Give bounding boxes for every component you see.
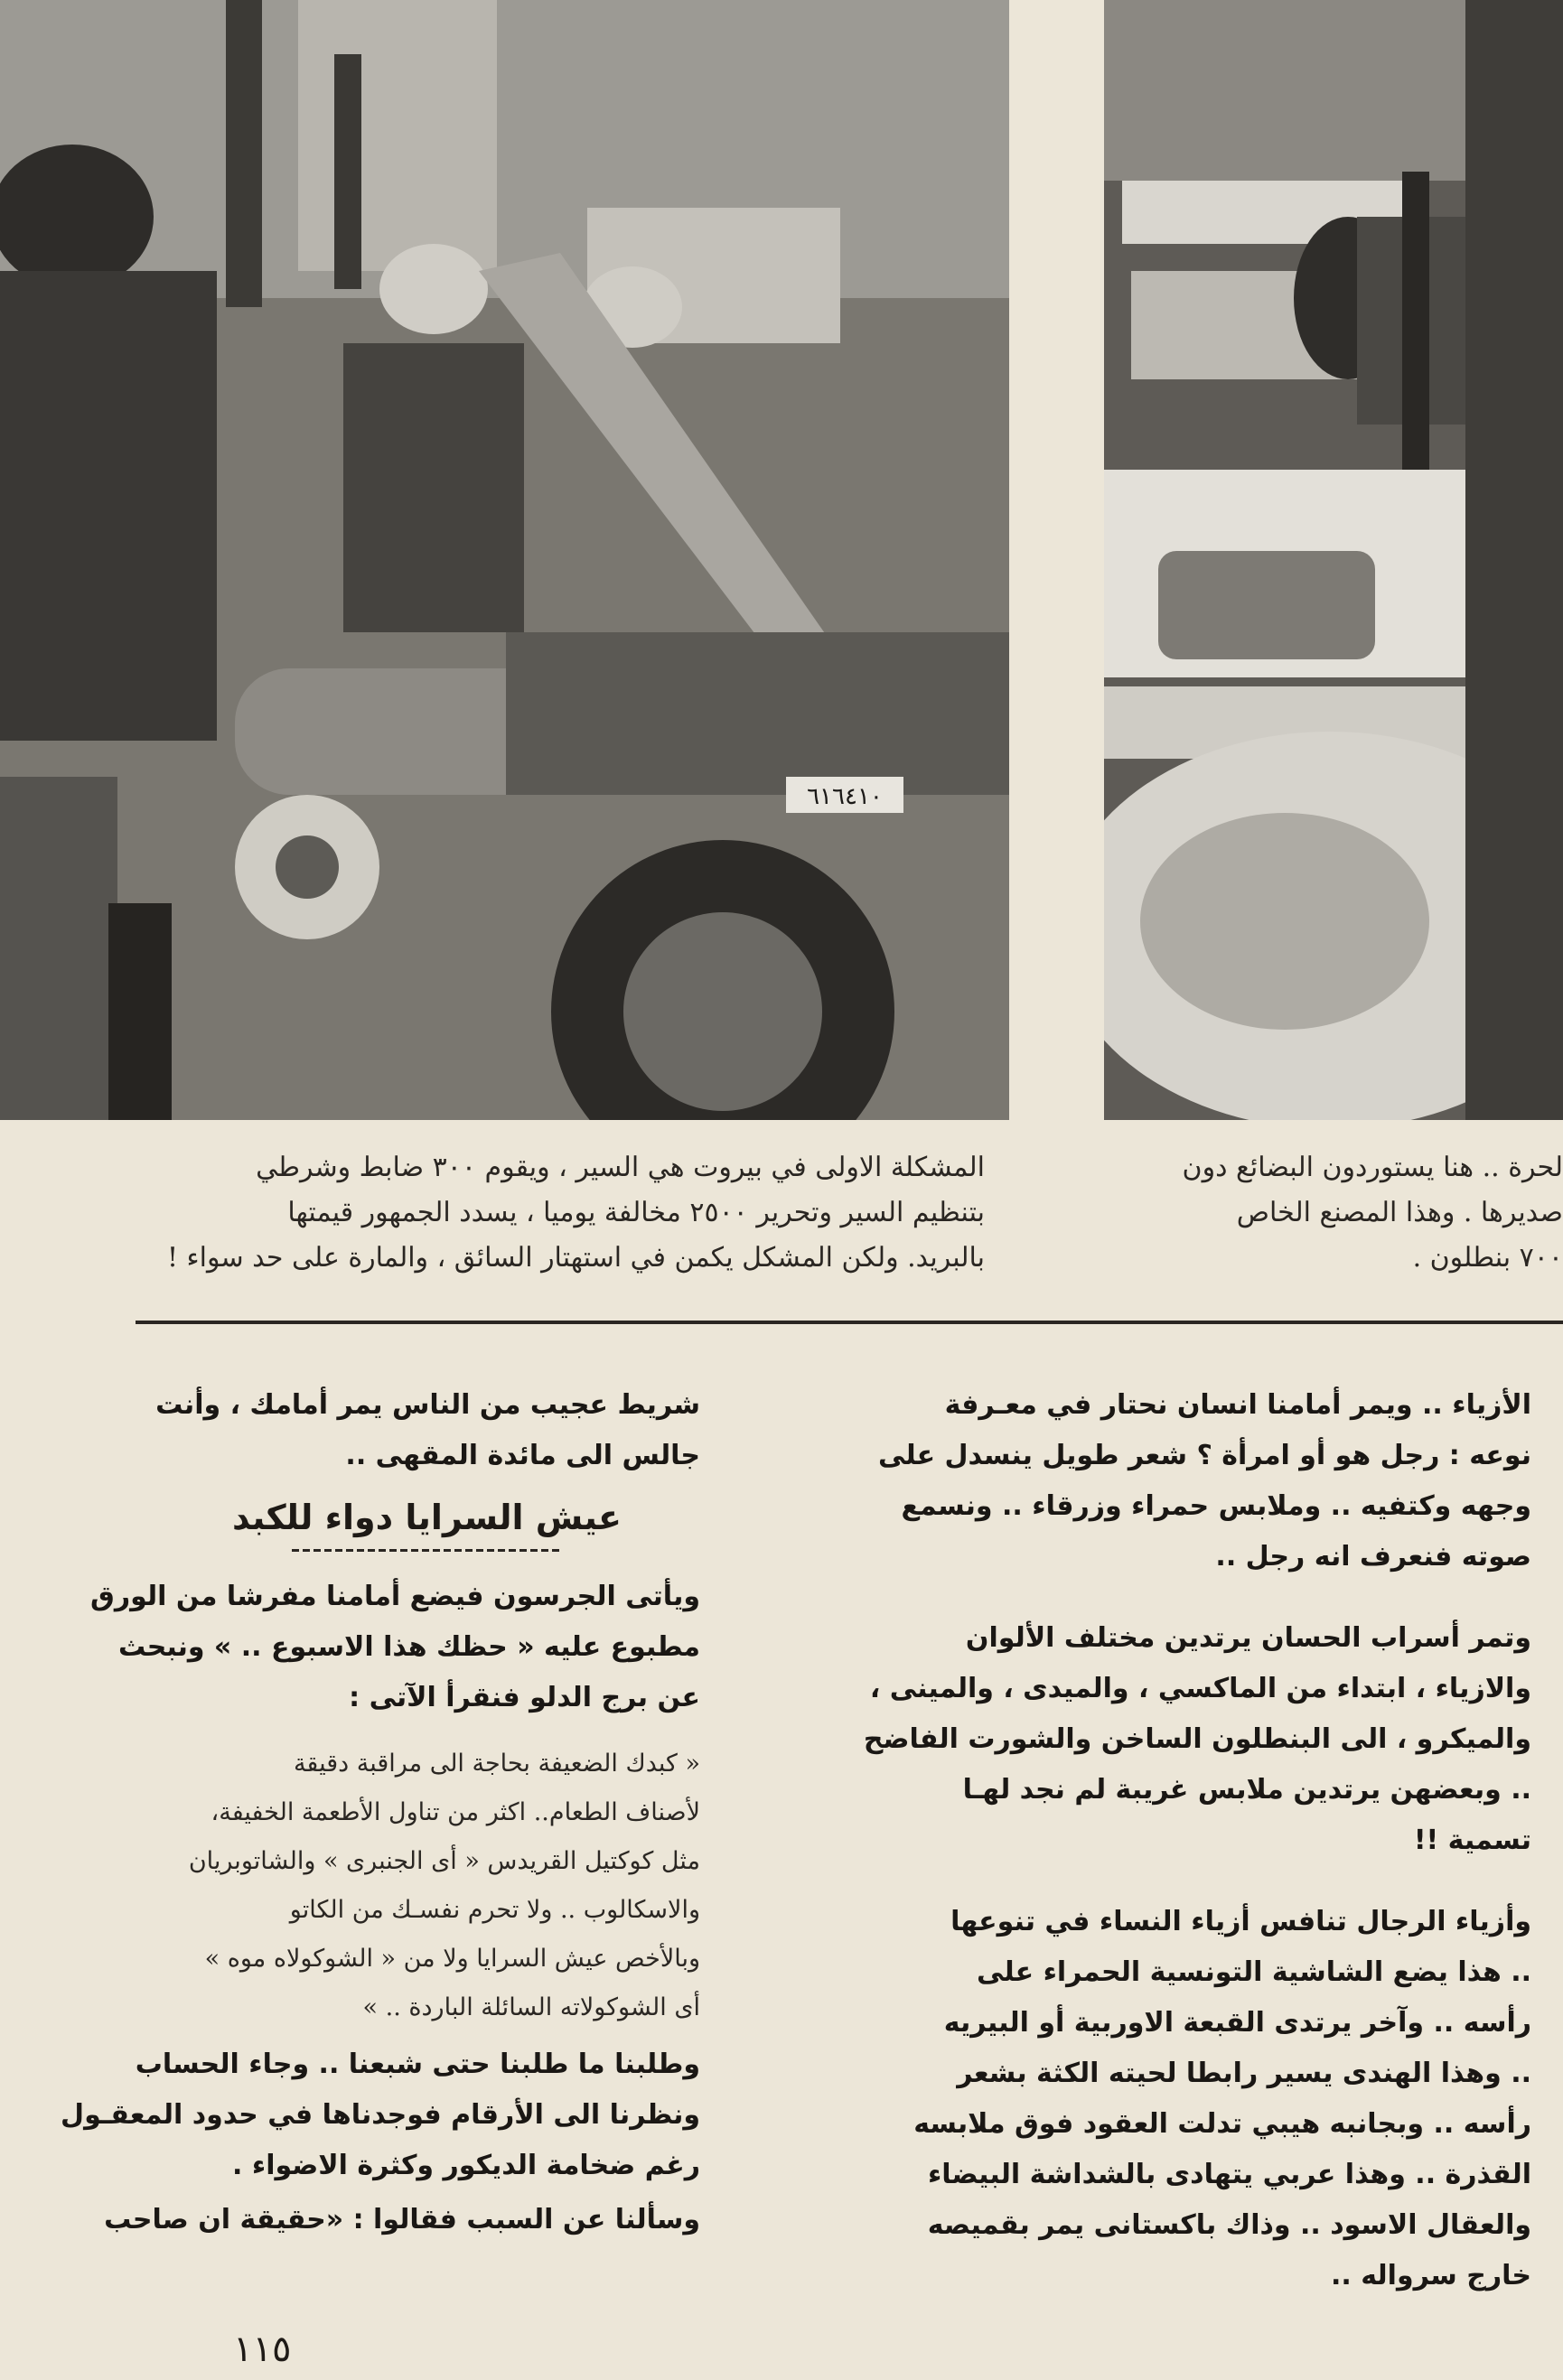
text-line: جالس الى مائدة المقهى .. — [345, 1440, 700, 1471]
text-line: ونظرنا الى الأرقام فوجدناها في حدود المعقـول — [61, 2099, 700, 2131]
caption-line: لحرة .. هنا يستوردون البضائع دون — [1182, 1152, 1563, 1183]
caption-line: المشكلة الاولى في بيروت هي السير ، ويقوم ٣٠٠ ضابط وشرطي — [256, 1152, 985, 1183]
text-line: مثل كوكتيل القريدس « أى الجنبرى » والشاتوبريان — [188, 1847, 700, 1875]
paragraph — [840, 1897, 1531, 2301]
paragraph — [840, 1380, 1531, 1582]
police-motorcycle-photo — [0, 0, 1009, 1120]
text-line: مطبوع عليه « حظك هذا الاسبوع .. » ونبحث — [117, 1631, 700, 1663]
text-line: .. وهذا الهندى يسير رابطا لحيته الكثة بشعر — [957, 2058, 1531, 2089]
license-plate: ٦١٦٤١٠ — [807, 783, 883, 810]
paragraph — [90, 1572, 700, 1723]
text-line: والميكرو ، الى البنطلون الساخن والشورت الفاضح — [863, 1723, 1531, 1755]
caption-line: بتنظيم السير وتحرير ٢٥٠٠ مخالفة يوميا ، يسدد الجمهور قيمتها — [287, 1197, 985, 1228]
article-column-left — [61, 1380, 700, 2245]
caption-line: بالبريد. ولكن المشكل يكمن في استهتار السائق ، والمارة على حد سواء ! — [166, 1242, 985, 1274]
paragraph — [104, 2195, 700, 2245]
text-line: رغم ضخامة الديكور وكثرة الاضواء . — [232, 2150, 700, 2181]
article-column-right — [840, 1380, 1531, 2301]
text-line: والاسكالوب .. ولا تحرم نفسـك من الكاتو — [289, 1896, 700, 1924]
caption-line: صديرها . وهذا المصنع الخاص — [1236, 1197, 1563, 1228]
paragraph — [840, 1613, 1531, 1866]
section-divider — [136, 1321, 1563, 1324]
text-line: .. وبعضهن يرتدين ملابس غريبة لم نجد لهـا — [962, 1774, 1531, 1806]
text-line: صوته فنعرف انه رجل .. — [1215, 1541, 1531, 1573]
text-line: رأسه .. وآخر يرتدى القبعة الاوربية أو البيريه — [943, 2007, 1531, 2039]
text-line: عن برج الدلو فنقرأ الآتى : — [349, 1682, 700, 1713]
text-line: وأزياء الرجال تنافس أزياء النساء في تنوعها — [950, 1906, 1531, 1937]
text-line: القذرة .. وهذا عربي يتهادى بالشداشة البيضاء — [927, 2159, 1531, 2190]
section-subheading: عيش السرايا دواء للكبد — [154, 1490, 700, 1552]
caption-line: ٧٠٠ بنطلون . — [1412, 1242, 1563, 1274]
page-number: ١١٥ — [233, 2329, 292, 2370]
text-line: نوعه : رجل هو أو امرأة ؟ شعر طويل ينسدل على — [877, 1440, 1531, 1471]
text-line: وجهه وكتفيه .. وملابس حمراء وزرقاء .. ونسمع — [901, 1490, 1531, 1522]
police-photo-caption — [154, 1145, 985, 1281]
text-line: وتمر أسراب الحسان يرتدين مختلف الألوان — [965, 1622, 1531, 1654]
text-line: وسألنا عن السبب فقالوا : «حقيقة ان صاحب — [104, 2204, 700, 2235]
text-line: أى الشوكولاته السائلة الباردة .. » — [362, 1993, 700, 2021]
text-line: والازياء ، ابتداء من الماكسي ، والميدى ، والمينى ، — [869, 1673, 1531, 1704]
text-line: شريط عجيب من الناس يمر أمامك ، وأنت — [155, 1389, 700, 1421]
text-line: .. هذا يضع الشاشية التونسية الحمراء على — [977, 1956, 1531, 1988]
horoscope-quote — [154, 1740, 700, 2032]
text-line: لأصناف الطعام.. اكثر من تناول الأطعمة الخفيفة، — [211, 1798, 700, 1826]
text-line: وطلبنا ما طلبنا حتى شبعنا .. وجاء الحساب — [135, 2049, 700, 2080]
text-line: والعقال الاسود .. وذاك باكستانى يمر بقميصه — [927, 2209, 1531, 2241]
text-line: تسمية !! — [1413, 1825, 1531, 1856]
text-line: خارج سرواله .. — [1330, 2260, 1531, 2291]
paragraph — [154, 1380, 700, 1481]
text-line: ويأتى الجرسون فيضع أمامنا مفرشا من الورق — [90, 1581, 700, 1612]
garment-factory-photo — [1104, 0, 1563, 1120]
factory-photo-caption — [1107, 1145, 1563, 1281]
text-line: رأسه .. وبجانبه هيبي تدلت العقود فوق ملابسه — [913, 2108, 1531, 2140]
text-line: وبالأخص عيش السرايا ولا من « الشوكولاه موه » — [204, 1945, 700, 1973]
text-line: « كبدك الضعيفة بحاجة الى مراقبة دقيقة — [293, 1750, 700, 1778]
text-line: الأزياء .. ويمر أمامنا انسان نحتار في معـرفة — [944, 1389, 1531, 1421]
paragraph — [61, 2039, 700, 2191]
